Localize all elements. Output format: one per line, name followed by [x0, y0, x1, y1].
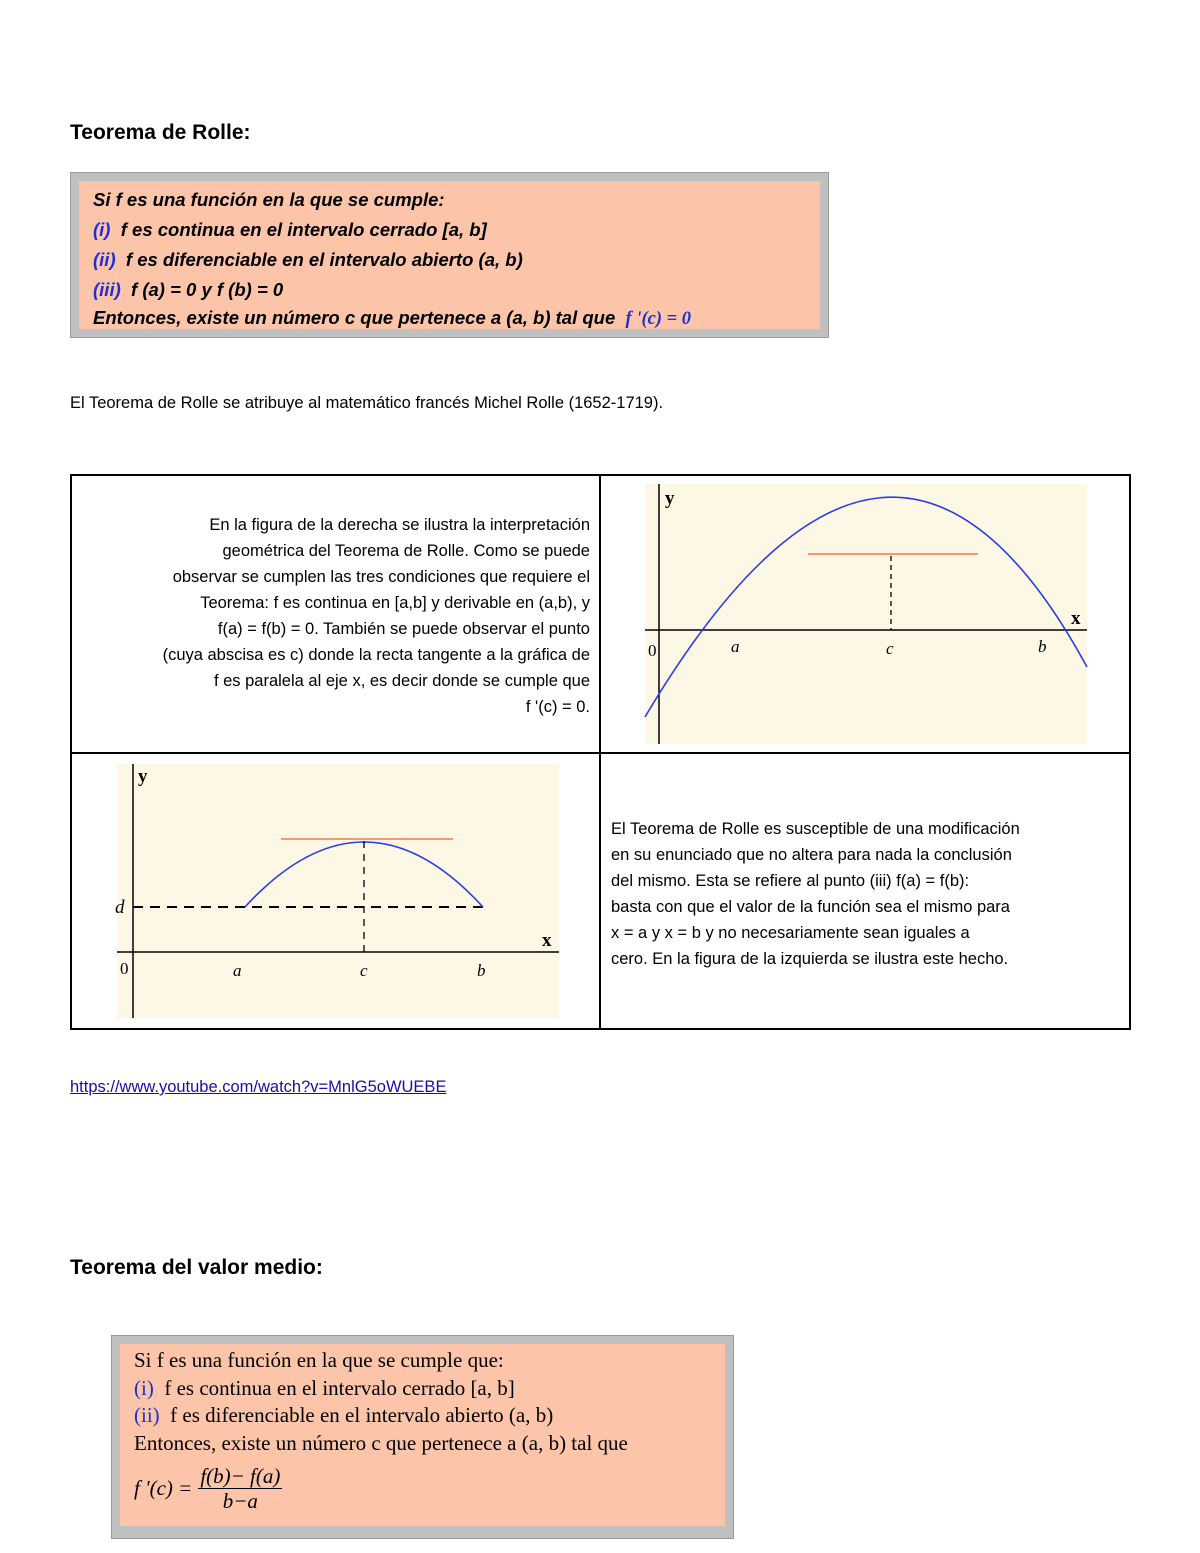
mvt-formula-numerator: f(b)− f(a) [200, 1464, 281, 1488]
mvt-formula [134, 1464, 282, 1513]
mvt-cond2-text: f es diferenciable en el intervalo abierto (a, b) [170, 1403, 554, 1427]
rolle-conclusion [93, 307, 691, 330]
rolle-condition-3 [93, 279, 283, 301]
figure2-b-label: b [477, 961, 486, 980]
cell4-line-6: cero. En la figura de la izquierda se ilustra este hecho. [611, 950, 1009, 968]
cell1-line-7: f es paralela al eje x, es decir donde se cumple que [213, 672, 590, 690]
cell1-line-8: f '(c) = 0. [525, 698, 590, 716]
mvt-condition-2 [134, 1403, 553, 1428]
mvt-formula-denominator: b−a [222, 1489, 258, 1513]
figure2-a-label: a [233, 961, 242, 980]
rolle-conclusion-formula: f '(c) = 0 [625, 309, 692, 329]
rolle-attribution: El Teorema de Rolle se atribuye al matemático francés Michel Rolle (1652-1719). [70, 394, 664, 412]
cell4-line-1: El Teorema de Rolle es susceptible de una modificación [611, 820, 1020, 838]
figure1-c-label: c [886, 639, 894, 658]
cell1-line-1: En la figura de la derecha se ilustra la interpretación [209, 516, 590, 534]
youtube-link[interactable]: https://www.youtube.com/watch?v=MnlG5oWUEBE [70, 1078, 447, 1096]
rolle-cond3-tag: (iii) [93, 279, 121, 300]
cell4-line-3: del mismo. Esta se refiere al punto (iii) f(a) = f(b): [611, 872, 970, 890]
figure2-d-label: d [115, 897, 125, 918]
cell1-line-6: (cuya abscisa es c) donde la recta tangente a la gráfica de [162, 646, 590, 664]
figure2-c-label: c [360, 961, 368, 980]
rolle-generalized-figure [117, 764, 559, 1018]
cell1-line-5: f(a) = f(b) = 0. También se puede observar el punto [217, 620, 590, 638]
figure1-origin-label: 0 [648, 641, 657, 660]
rolle-cond1-tag: (i) [93, 219, 111, 240]
rolle-statement-box [70, 172, 829, 338]
figure1-y-label: y [665, 488, 675, 509]
rolle-cond1-text: f es continua en el intervalo cerrado [a, b] [120, 219, 487, 240]
cell4-line-2: en su enunciado que no altera para nada la conclusión [611, 846, 1012, 864]
mvt-cond2-tag: (ii) [134, 1403, 160, 1427]
figure2-origin-label: 0 [120, 959, 129, 978]
mvt-formula-lhs: f '(c) = [134, 1476, 193, 1500]
table-divider-horizontal [72, 752, 1129, 754]
figure2-y-label: y [138, 766, 148, 787]
rolle-condition-1 [93, 219, 487, 241]
mvt-conclusion: Entonces, existe un número c que pertenece a (a, b) tal que [134, 1431, 628, 1455]
rolle-title: Teorema de Rolle: [70, 121, 251, 144]
cell-modification-text [611, 816, 1123, 972]
figure2-x-label: x [542, 930, 552, 951]
mvt-statement-box [111, 1335, 734, 1539]
figure1-a-label: a [731, 637, 740, 656]
rolle-cond3-text: f (a) = 0 y f (b) = 0 [131, 279, 284, 300]
rolle-hypothesis-intro: Si f es una función en la que se cumple: [93, 189, 445, 210]
rolle-figures-table [70, 474, 1131, 1030]
mvt-hypothesis-intro: Si f es una función en la que se cumple que: [134, 1348, 504, 1372]
rolle-cond2-tag: (ii) [93, 249, 116, 270]
figure1-b-label: b [1038, 637, 1047, 656]
rolle-cond2-text: f es diferenciable en el intervalo abierto (a, b) [125, 249, 523, 270]
cell1-line-4: Teorema: f es continua en [a,b] y derivable en (a,b), y [200, 594, 590, 612]
rolle-figure [645, 484, 1087, 744]
mvt-condition-1 [134, 1376, 515, 1401]
figure2-background [117, 764, 559, 1018]
cell1-line-2: geométrica del Teorema de Rolle. Como se puede [222, 542, 590, 560]
rolle-condition-2 [93, 249, 523, 271]
figure1-background [645, 484, 1087, 744]
cell4-line-5: x = a y x = b y no necesariamente sean iguales a [611, 924, 970, 942]
mvt-cond1-tag: (i) [134, 1376, 154, 1400]
cell4-line-4: basta con que el valor de la función sea el mismo para [611, 898, 1010, 916]
rolle-conclusion-text: Entonces, existe un número c que pertenece a (a, b) tal que [93, 307, 616, 328]
cell1-line-3: observar se cumplen las tres condiciones que requiere el [172, 568, 590, 586]
mvt-title: Teorema del valor medio: [70, 1256, 323, 1279]
mvt-cond1-text: f es continua en el intervalo cerrado [a, b] [164, 1376, 515, 1400]
figure1-x-label: x [1071, 608, 1081, 629]
mvt-formula-fraction [198, 1464, 282, 1513]
cell-interpretation-text [82, 512, 590, 720]
